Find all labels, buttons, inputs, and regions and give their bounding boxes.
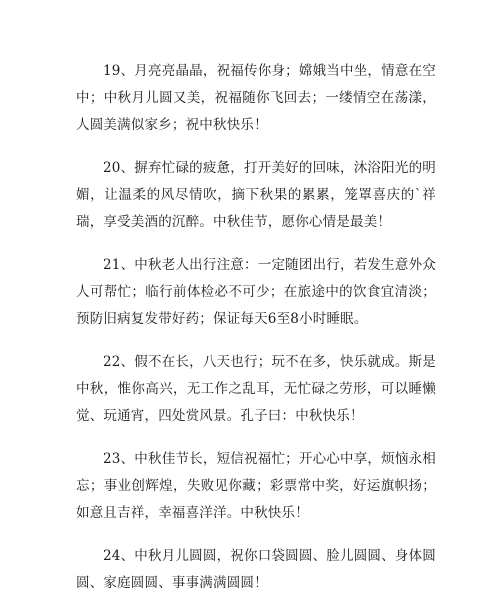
- document-body: [76, 58, 436, 613]
- paragraph-23: 23、中秋佳节长，短信祝福忙；开心心中享，烦恼永相忘；事业创辉煌，失败见你藏；彩票常中奖，好运旗帜扬；如意且吉祥，幸福喜洋洋。中秋快乐！: [76, 451, 436, 521]
- paragraph-20: 20、摒弃忙碌的疲惫，打开美好的回味，沐浴阳光的明媚，让温柔的风尽情吹，摘下秋果的累累，笼罩喜庆的`祥瑞，享受美酒的沉醉。中秋佳节，愿你心情是最美！: [76, 160, 436, 230]
- paragraph-22: 22、假不在长，八天也行；玩不在多，快乐就成。斯是中秋，惟你高兴，无工作之乱耳，无忙碌之劳形，可以睡懒觉、玩通宵，四处赏风景。孔子曰：中秋快乐！: [76, 354, 436, 424]
- paragraph-19: 19、月亮亮晶晶，祝福传你身；嫦娥当中坐，情意在空中；中秋月儿圆又美，祝福随你飞回去；一缕情空在荡漾，人圆美满似家乡；祝中秋快乐！: [76, 63, 436, 133]
- paragraph-24: 24、中秋月儿圆圆，祝你口袋圆圆、脸儿圆圆、身体圆圆、家庭圆圆、事事满满圆圆！: [76, 548, 436, 591]
- paragraph-21: 21、中秋老人出行注意：一定随团出行，若发生意外众人可帮忙；临行前体检必不可少；在旅途中的饮食宜清淡；预防旧病复发带好药；保证每天6至8小时睡眠。: [76, 257, 436, 327]
